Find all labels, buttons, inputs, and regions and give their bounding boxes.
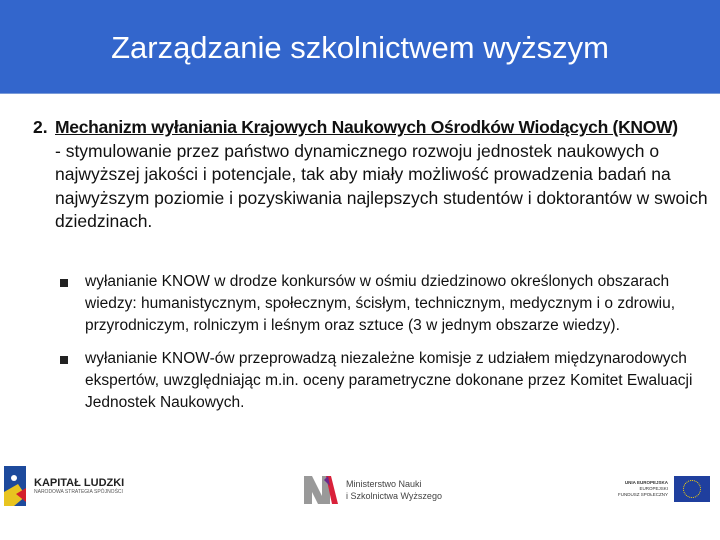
footer-logos xyxy=(0,462,720,512)
square-bullet-icon xyxy=(60,279,68,287)
item-number: 2. xyxy=(33,117,48,137)
section-heading: Mechanizm wyłaniania Krajowych Naukowych Ośrodków Wiodących (KNOW) xyxy=(55,117,678,137)
ministry-emblem-icon xyxy=(304,476,338,504)
bullet-text: wyłanianie KNOW-ów przeprowadzą niezależne komisje z udziałem międzynarodowych ekspertów, uwzględniając m.in. oceny parametryczne dokonane przez Komitet Ewaluacji Jednostek Naukowych. xyxy=(85,350,693,411)
eu-text-line3: FUNDUSZ SPOŁECZNY xyxy=(618,492,669,497)
eu-text-line1: UNIA EUROPEJSKA xyxy=(624,480,669,485)
bullet-list xyxy=(60,271,700,425)
bullet-text: wyłanianie KNOW w drodze konkursów w ośmiu dziedzinowo określonych obszarach wiedzy: humanistycznym, społecznym, ścisłym, technicznym, medycznym i o zdrowiu, przyrodniczym, rolniczym i leśnym oraz sztuce (3 w jednym obszarze wiedzy). xyxy=(85,273,676,334)
eu-text-line2: EUROPEJSKI xyxy=(639,486,669,491)
kapital-ludzki-subtext: NARODOWA STRATEGIA SPÓJNOŚCI xyxy=(34,489,123,495)
square-bullet-icon xyxy=(60,356,68,364)
eu-logo xyxy=(618,476,710,502)
ministry-logo xyxy=(304,476,442,504)
list-item xyxy=(60,271,700,337)
eu-flag-icon xyxy=(674,476,710,502)
list-item xyxy=(60,348,700,414)
main-content xyxy=(33,116,713,234)
slide-title: Zarządzanie szkolnictwem wyższym xyxy=(111,30,609,65)
kapital-ludzki-text: KAPITAŁ LUDZKI xyxy=(34,477,125,489)
kapital-ludzki-logo xyxy=(4,466,124,506)
slide-header xyxy=(0,0,720,94)
section-description: - stymulowanie przez państwo dynamicznego rozwoju jednostek naukowych o najwyższej jakości i potencjale, tak aby miały możliwość prowadzenia badań na najwyższym poziomie i pozyskiwania najlepszych studentów i doktorantów w swoich dziedzinach. xyxy=(55,140,708,231)
kapital-ludzki-emblem-icon xyxy=(4,466,26,506)
ministry-name-line1: Ministerstwo Nauki xyxy=(346,479,422,489)
ministry-name-line2: i Szkolnictwa Wyższego xyxy=(346,491,442,501)
